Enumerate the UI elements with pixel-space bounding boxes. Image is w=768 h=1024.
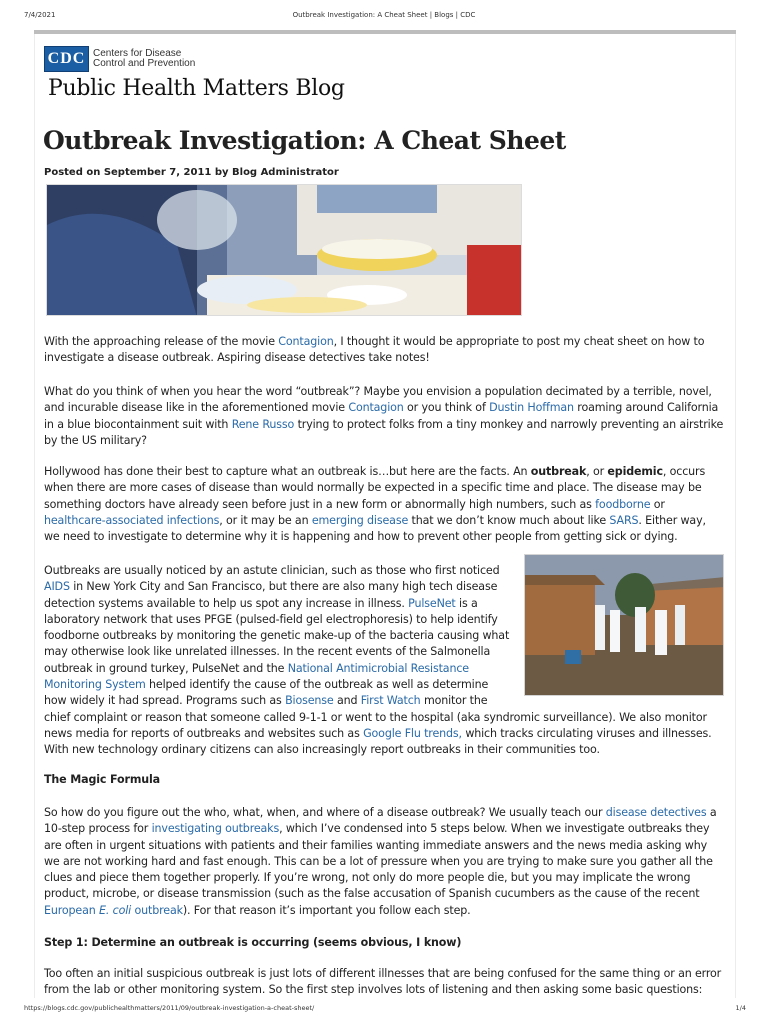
link-rene-russo[interactable]: Rene Russo	[231, 417, 295, 431]
link-dustin-hoffman[interactable]: Dustin Hoffman	[489, 401, 574, 415]
link-contagion-2[interactable]: Contagion	[348, 401, 404, 415]
paragraph-detection: Outbreaks are usually noticed by an astute clinician, such as those who first noticed AIDS in New York City and San Francisco, but there are also many high tech disease detection systems available to help us spot any increase in illness. PulseNet is a laboratory network that uses PFGE (pulsed-field gel electrophoresis) to help identify foodborne outbreaks by monitoring the genetic make-up of the bacteria causing what may otherwise look like unrelated illnesses. In the recent events of the Salmonella outbreak in ground turkey, PulseNet and the National Antimicrobial Resistance Monitoring System helped identify the cause of the outbreak as well as determine how widely it had spread. Programs such as Biosense and First Watch monitor the chief complaint or reason that someone called 9-1-1 or went to the hospital (aka syndromic surveillance). We also monitor news media for reports of outbreaks and websites such as Google Flu trends, which tracks circulating viruses and illnesses. With new technology ordinary citizens can also increasingly report outbreaks in their communities too.	[44, 563, 724, 759]
blog-title-link[interactable]: Public Health Matters Blog	[48, 76, 345, 101]
link-disease-detectives[interactable]: disease detectives	[605, 806, 707, 819]
article-page	[34, 34, 736, 998]
org-name-line1: Centers for Disease	[93, 48, 182, 59]
print-url: https://blogs.cdc.gov/publichealthmatters/2011/09/outbreak-investigation-a-cheat-sheet/	[24, 1004, 315, 1012]
link-sars[interactable]: SARS	[609, 513, 639, 527]
link-biosense[interactable]: Biosense	[285, 694, 334, 708]
org-name-line2: Control and Prevention	[93, 58, 196, 69]
paragraph-outbreak-word: What do you think of when you hear the word “outbreak”? Maybe you envision a population decimated by a terrible, novel, and incurable disease like in the aforementioned movie Contagion or you think of Dustin Hoffman roaming around California in a blue biocontainment suit with Rene Russo trying to protect folks from a tiny monkey and narrowly preventing an airstrike by the US military?	[44, 385, 724, 447]
paragraph-step-1: Too often an initial suspicious outbreak is just lots of different illnesses that are being confused for the same thing or an error from the lab or other monitoring system. So the first step involves lots of listening and then asking some basic questions:	[44, 967, 722, 997]
cdc-logo-icon: CDC	[44, 46, 89, 72]
print-date: 7/4/2021	[24, 11, 56, 19]
paragraph-magic-formula: So how do you figure out the who, what, when, and where of a disease outbreak? We usually teach our disease detectives a 10-step process for investigating outbreaks, which I’ve condensed into 5 steps below. When we investigate outbreaks they are often in urgent situations with patients and their families wanting immediate answers and the news media asking why we are not working hard and fast enough. This can be a lot of pressure when you are trying to make sure you gather all the clues and piece them together properly. If you’re wrong, not only do more people die, but you may implicate the wrong product, microbe, or disease transmission (such as the false accusation of Spanish cucumbers as the cause of the recent European E. coli outbreak). For that reason it’s important you follow each step.	[44, 806, 717, 917]
heading-magic-formula: The Magic Formula	[44, 773, 160, 786]
link-aids[interactable]: AIDS	[44, 580, 70, 594]
link-contagion[interactable]: Contagion	[278, 335, 334, 348]
term-epidemic: epidemic	[607, 465, 663, 478]
link-pulsenet[interactable]: PulseNet	[408, 596, 456, 610]
hero-lab-photo	[46, 184, 522, 316]
link-narms[interactable]: National Antimicrobial Resistance Monitoring System	[44, 661, 469, 692]
print-footer	[0, 998, 768, 1024]
cdc-logo-link[interactable]	[44, 46, 213, 72]
print-header	[0, 0, 768, 28]
link-first-watch[interactable]: First Watch	[360, 694, 421, 708]
link-european-ecoli-outbreak[interactable]: European E. coli outbreak	[44, 903, 183, 917]
link-google-flu-trends[interactable]: Google Flu trends,	[363, 726, 462, 740]
paragraph-intro: With the approaching release of the movie Contagion, I thought it would be appropriate to post my cheat sheet on how to investigate a disease outbreak. Aspiring disease detectives take notes!	[44, 335, 705, 365]
paragraph-definition: Hollywood has done their best to capture what an outbreak is…but here are the facts. An outbreak, or epidemic, occurs when there are more cases of disease than would normally be expected in a specific time and place. The disease may be something doctors have already seen before just in a new form or abnormally high numbers, such as foodborne or healthcare-associated infections, or it may be an emerging disease that we don’t know much about like SARS. Either way, we need to investigate to determine why it is happening and how to prevent other people from getting sick or dying.	[44, 465, 706, 544]
link-emerging-disease[interactable]: emerging disease	[311, 513, 409, 527]
heading-step-1: Step 1: Determine an outbreak is occurring (seems obvious, I know)	[44, 936, 462, 949]
post-title: Outbreak Investigation: A Cheat Sheet	[43, 126, 566, 155]
term-outbreak: outbreak	[530, 465, 587, 478]
cdc-org-name	[93, 49, 213, 69]
post-byline: Posted on September 7, 2011 by Blog Administrator	[44, 167, 339, 178]
link-foodborne[interactable]: foodborne	[595, 497, 651, 511]
link-healthcare-associated-infections[interactable]: healthcare-associated infections	[44, 513, 220, 527]
print-page-title: Outbreak Investigation: A Cheat Sheet | Blogs | CDC	[292, 11, 476, 19]
field-team-photo	[524, 554, 724, 696]
link-investigating-outbreaks[interactable]: investigating outbreaks	[151, 822, 280, 836]
print-page-number: 1/4	[735, 1004, 746, 1012]
